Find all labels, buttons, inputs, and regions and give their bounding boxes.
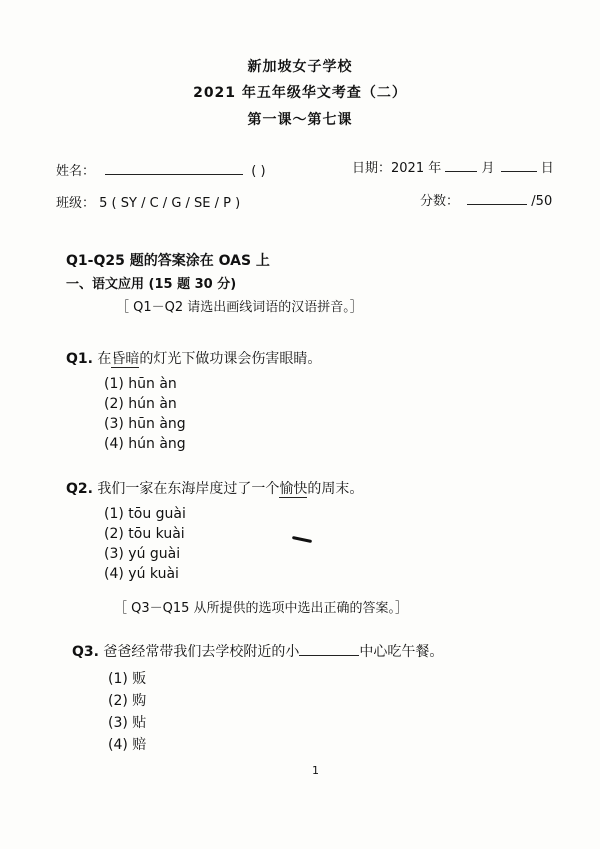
q2-options bbox=[104, 504, 186, 584]
question-number: Q3. bbox=[72, 644, 99, 660]
index-paren: ( ) bbox=[251, 164, 266, 179]
question-text: 中心吃午餐。 bbox=[359, 644, 444, 660]
score-blank[interactable] bbox=[467, 192, 527, 205]
name-label: 姓名： bbox=[56, 164, 96, 179]
option-1[interactable]: (1) hūn àn bbox=[104, 376, 177, 392]
page-number: 1 bbox=[312, 764, 319, 777]
option-4[interactable]: (4) hún àng bbox=[104, 436, 186, 452]
score-field bbox=[420, 190, 552, 209]
question-text: 爸爸经常带我们去学校附近的小 bbox=[103, 644, 300, 660]
oas-note: Q1-Q25 题的答案涂在 OAS 上 bbox=[66, 253, 270, 269]
month-blank[interactable] bbox=[445, 159, 477, 172]
underlined-word: 愉快 bbox=[279, 481, 308, 497]
part1-title: 一、语文应用 (15 题 30 分) bbox=[66, 277, 237, 292]
class-value: 5 ( SY / C / G / SE / P ) bbox=[99, 196, 241, 211]
school-name: 新加坡女子学校 bbox=[247, 59, 353, 75]
instruction-q1-q2: ［ Q1－Q2 请选出画线词语的汉语拼音。］ bbox=[116, 300, 363, 315]
question-3 bbox=[72, 641, 443, 661]
name-blank[interactable] bbox=[105, 162, 243, 175]
class-field bbox=[56, 192, 240, 211]
question-2 bbox=[66, 478, 363, 498]
question-number: Q1. bbox=[66, 351, 93, 367]
option-3[interactable]: (3) 贴 bbox=[108, 715, 147, 731]
option-4[interactable]: (4) 赔 bbox=[108, 737, 147, 753]
class-label: 班级： bbox=[56, 196, 96, 211]
option-3[interactable]: (3) yú guài bbox=[104, 546, 181, 562]
question-1 bbox=[66, 348, 321, 368]
question-number: Q2. bbox=[66, 481, 93, 497]
score-total: /50 bbox=[531, 194, 553, 209]
question-text: 在 bbox=[97, 351, 112, 367]
option-2[interactable]: (2) hún àn bbox=[104, 396, 177, 412]
question-text: 的周末。 bbox=[307, 481, 364, 497]
score-label: 分数： bbox=[420, 194, 460, 209]
month-label: 月 bbox=[481, 161, 495, 176]
question-text: 的灯光下做功课会伤害眼睛。 bbox=[139, 351, 322, 367]
exam-title: 2021 年五年级华文考查（二） bbox=[193, 85, 407, 101]
name-field bbox=[56, 160, 266, 179]
q1-options bbox=[104, 374, 186, 454]
option-1[interactable]: (1) 贩 bbox=[108, 671, 147, 687]
date-label: 日期：2021 年 bbox=[352, 161, 442, 176]
instruction-q3-q15: ［ Q3－Q15 从所提供的选项中选出正确的答案。］ bbox=[114, 601, 409, 616]
option-2[interactable]: (2) 购 bbox=[108, 693, 147, 709]
option-2[interactable]: (2) tōu kuài bbox=[104, 526, 185, 542]
lesson-range: 第一课～第七课 bbox=[247, 112, 353, 128]
question-text: 我们一家在东海岸度过了一个 bbox=[97, 481, 280, 497]
pen-mark bbox=[292, 536, 312, 543]
date-field bbox=[352, 157, 554, 176]
option-4[interactable]: (4) yú kuài bbox=[104, 566, 179, 582]
option-1[interactable]: (1) tōu guài bbox=[104, 506, 186, 522]
day-label: 日 bbox=[540, 161, 554, 176]
day-blank[interactable] bbox=[501, 159, 537, 172]
q3-options bbox=[108, 668, 146, 756]
underlined-word: 昏暗 bbox=[111, 351, 140, 367]
option-3[interactable]: (3) hūn àng bbox=[104, 416, 186, 432]
answer-blank[interactable] bbox=[299, 643, 359, 656]
